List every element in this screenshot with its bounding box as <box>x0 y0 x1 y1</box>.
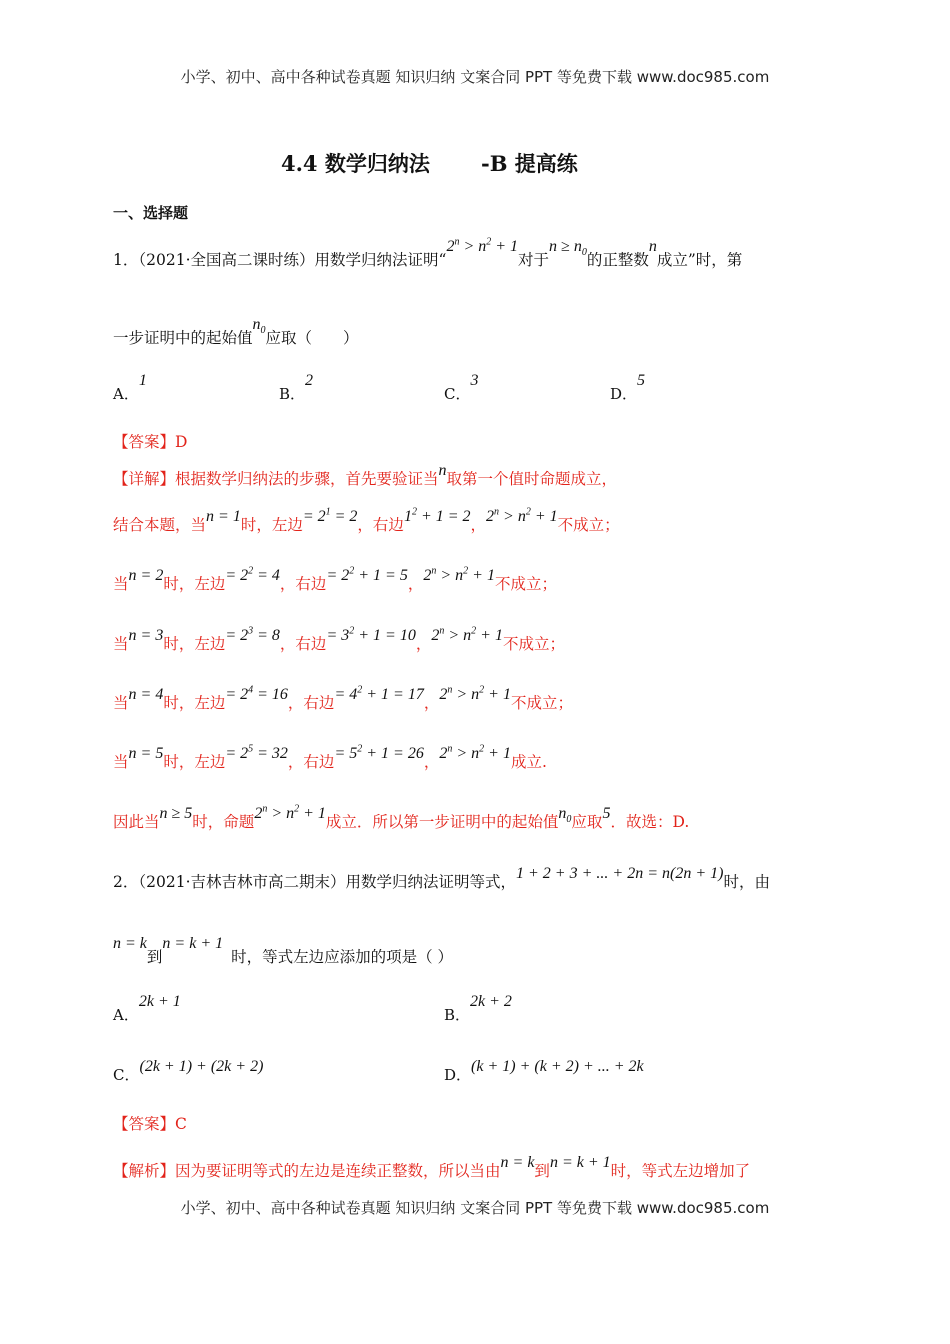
text-fragment: 时，等式左边应添加的项是（ ） <box>231 948 454 966</box>
detail-row-n3 <box>113 625 565 654</box>
text-fragment: 应取 <box>571 813 603 831</box>
formula: n <box>438 462 447 479</box>
option-value: (k + 1) + (k + 2) + ... + 2k <box>471 1058 644 1075</box>
option-value: 2k + 2 <box>470 993 512 1010</box>
text-fragment: 到 <box>534 1162 550 1180</box>
option-c[interactable] <box>113 1058 264 1085</box>
text-fragment: 到 <box>146 948 163 966</box>
detail-row-n2 <box>113 565 557 594</box>
formula: $2^n > n^2 + 1$ <box>423 565 495 584</box>
text-fragment: 时，左边 <box>163 694 226 712</box>
text-fragment: 当 <box>113 694 129 712</box>
formula: $n_0$ <box>252 316 266 337</box>
formula: $n_0$ <box>558 805 572 826</box>
formula: n = k <box>113 935 147 952</box>
text-fragment: 当 <box>113 575 129 593</box>
text-fragment: 时，命题 <box>192 813 255 831</box>
text-fragment: ，右边 <box>287 694 335 712</box>
text-fragment: 时，左边 <box>240 516 303 534</box>
text-fragment: 当 <box>113 635 129 653</box>
question-1-line-1 <box>113 236 743 272</box>
formula: $2^n > n^2 + 1$ <box>439 743 511 762</box>
text-fragment: 成立. <box>510 753 547 771</box>
detail-row-n4 <box>113 684 573 713</box>
option-label: A． <box>113 385 139 403</box>
option-b[interactable] <box>279 372 314 404</box>
text-fragment: 时，左边 <box>163 635 226 653</box>
text-fragment: 不成立； <box>494 575 557 593</box>
text-fragment: 成立．所以第一步证明中的起始值 <box>325 813 559 831</box>
text-fragment: ，右边 <box>279 575 327 593</box>
question-source: （2021·吉林吉林市高二期末）用数学归纳法证明等式， <box>138 873 516 891</box>
formula: n = k <box>500 1154 535 1171</box>
formula: = $2^5 = 32$ <box>225 743 288 762</box>
text-fragment: ， <box>407 575 424 593</box>
text-fragment: 时，由 <box>723 873 770 891</box>
option-label: C． <box>113 1066 140 1084</box>
option-value: 5 <box>637 372 646 389</box>
option-label: D． <box>444 1066 472 1084</box>
page-subtitle: -B 提高练 <box>481 151 578 176</box>
text-fragment: 成立”时，第 <box>656 251 743 269</box>
page-footer: 小学、初中、高中各种试卷真题 知识归纳 文案合同 PPT 等免费下载 www.doc985.com <box>180 1199 770 1217</box>
text-fragment: ， <box>423 753 440 771</box>
formula: n = 2 <box>128 567 164 584</box>
text-fragment: 时，等式左边增加了 <box>610 1162 751 1180</box>
formula: $1^2 + 1 = 2$ <box>403 506 471 525</box>
page-header: 小学、初中、高中各种试卷真题 知识归纳 文案合同 PPT 等免费下载 www.doc985.com <box>180 68 770 86</box>
text-fragment: ．故选：D. <box>610 813 690 831</box>
formula: 1 + 2 + 3 + ... + 2n = n(2n + 1) <box>516 865 724 882</box>
detail-conclusion <box>113 803 690 834</box>
formula: n = 3 <box>128 627 164 644</box>
option-b[interactable] <box>444 993 512 1025</box>
formula: n = k + 1 <box>549 1154 611 1171</box>
question-number: 2． <box>113 873 139 891</box>
option-a[interactable] <box>113 993 181 1025</box>
option-label: D． <box>610 385 638 403</box>
formula: n <box>648 238 657 255</box>
formula: = $4^2 + 1 = 17$ <box>334 684 424 703</box>
formula: = $2^1 = 2$ <box>302 506 358 525</box>
option-a[interactable] <box>113 372 147 404</box>
text-fragment: 时，左边 <box>163 575 226 593</box>
formula: $2^n > n^2 + 1$ <box>446 236 519 255</box>
formula: n = k + 1 <box>162 935 224 952</box>
formula: $2^n > n^2 + 1$ <box>431 625 503 644</box>
text-fragment: 应取（ ） <box>265 329 359 347</box>
question-2-line-1 <box>113 865 770 892</box>
question-1-line-2 <box>113 316 359 350</box>
formula: = $2^4 = 16$ <box>225 684 288 703</box>
formula: = $5^2 + 1 = 26$ <box>334 743 424 762</box>
formula: n = 4 <box>128 686 164 703</box>
formula: $n \ge n_0$ <box>549 238 587 259</box>
detail-row-n5 <box>113 743 547 772</box>
text-fragment: ， <box>470 516 487 534</box>
text-fragment: ，右边 <box>357 516 404 534</box>
text-fragment: ，右边 <box>287 753 335 771</box>
option-d[interactable] <box>610 372 646 404</box>
option-value: 3 <box>470 372 479 389</box>
text-fragment: 因此当 <box>113 813 160 831</box>
text-fragment: 不成立； <box>557 516 620 534</box>
text-fragment: 不成立； <box>510 694 573 712</box>
answer-1: 【答案】D <box>113 433 188 451</box>
option-label: B． <box>279 385 306 403</box>
text-fragment: 时，左边 <box>163 753 226 771</box>
option-value: 2k + 1 <box>138 993 181 1010</box>
option-label: C． <box>444 385 471 403</box>
text-fragment: 【详解】根据数学归纳法的步骤，首先要验证当 <box>113 470 439 488</box>
question-2-line-2 <box>113 935 454 967</box>
option-value: 1 <box>138 372 147 389</box>
formula: $2^n > n^2 + 1$ <box>486 506 558 525</box>
formula: $2^n > n^2 + 1$ <box>254 803 326 822</box>
text-fragment: 当 <box>113 753 129 771</box>
option-label: B． <box>444 1006 471 1024</box>
detail-line-1 <box>113 462 618 489</box>
analysis-line-1 <box>113 1154 751 1181</box>
option-c[interactable] <box>444 372 479 404</box>
formula: = $3^2 + 1 = 10$ <box>326 625 416 644</box>
formula: n = 1 <box>206 508 241 525</box>
page-title: 4.4 数学归纳法 <box>281 151 430 176</box>
text-fragment: 不成立； <box>502 635 565 653</box>
formula: $2^n > n^2 + 1$ <box>439 684 511 703</box>
option-value: 2 <box>305 372 314 389</box>
text-fragment: 结合本题，当 <box>113 516 207 534</box>
text-fragment: 一步证明中的起始值 <box>113 329 253 347</box>
section-heading: 一、选择题 <box>113 204 189 222</box>
formula: = $2^2 = 4$ <box>225 565 280 584</box>
question-number: 1． <box>113 251 139 269</box>
text-fragment: 对于 <box>518 251 550 269</box>
formula: 5 <box>602 805 611 822</box>
answer-2: 【答案】C <box>113 1115 187 1133</box>
option-label: A． <box>113 1006 139 1024</box>
question-source: （2021·全国高二课时练）用数学归纳法证明“ <box>138 251 447 269</box>
option-d[interactable] <box>444 1058 644 1085</box>
text-fragment: 【解析】因为要证明等式的左边是连续正整数，所以当由 <box>113 1162 501 1180</box>
detail-row-n1 <box>113 506 620 535</box>
text-fragment: ， <box>423 694 440 712</box>
text-fragment: 取第一个值时命题成立， <box>446 470 618 488</box>
formula: n = 5 <box>128 745 164 762</box>
text-fragment: ，右边 <box>279 635 327 653</box>
formula: = $2^2 + 1 = 5$ <box>326 565 408 584</box>
text-fragment: ， <box>415 635 432 653</box>
formula: = $2^3 = 8$ <box>225 625 280 644</box>
option-value: (2k + 1) + (2k + 2) <box>139 1058 264 1075</box>
text-fragment: 的正整数 <box>586 251 649 269</box>
formula: n ≥ 5 <box>159 805 193 822</box>
